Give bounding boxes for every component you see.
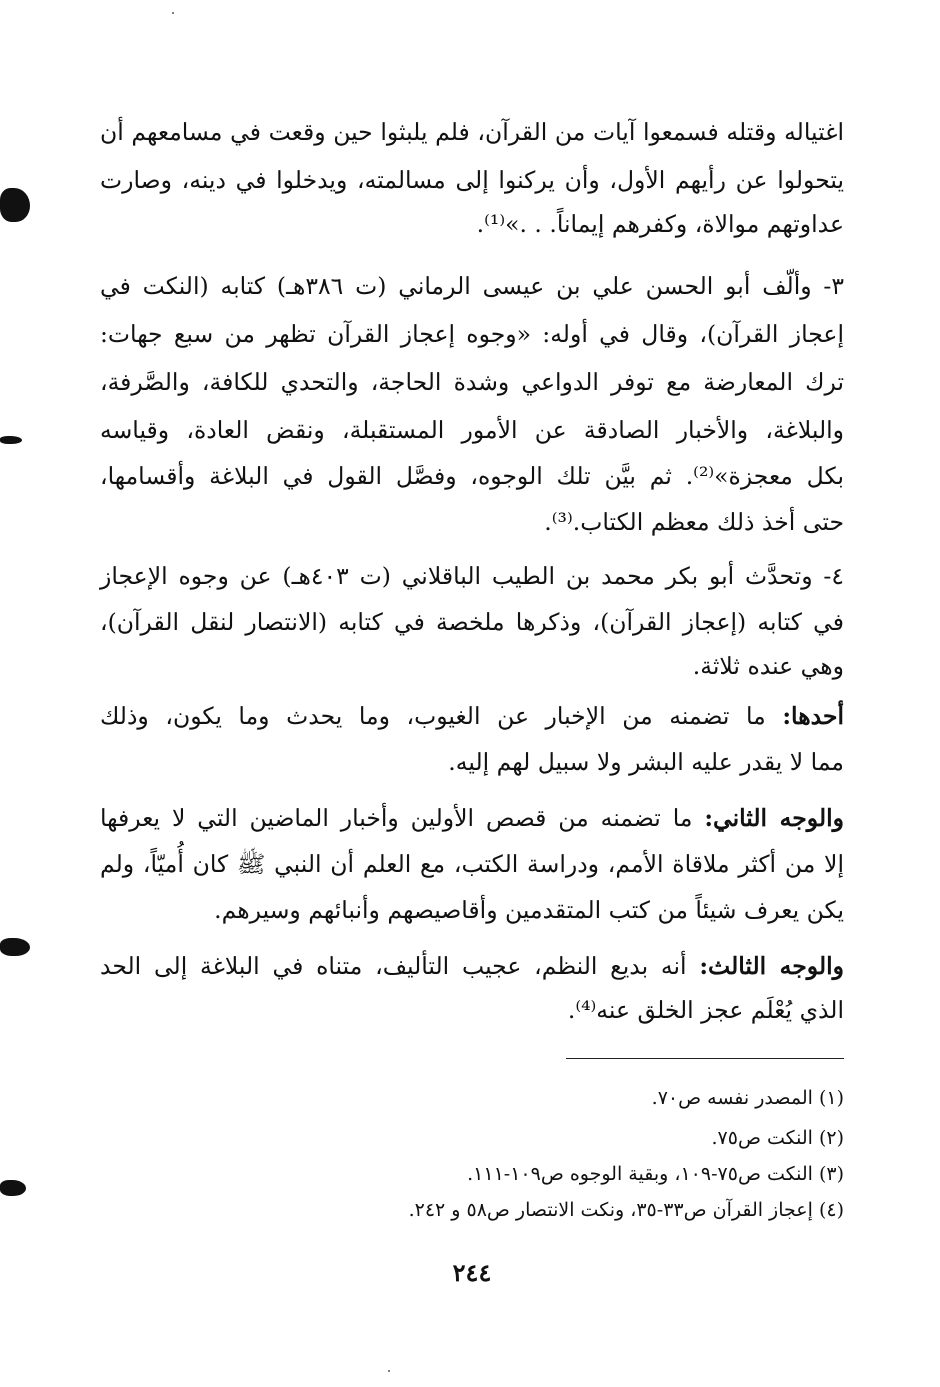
page-number: ٢٤٤ [452,1258,492,1287]
text-line: مما لا يقدر عليه البشر ولا سبيل لهم إليه. [448,748,844,776]
text-line: اغتياله وقتله فسمعوا آيات من القرآن، فلم يلبثوا حين وقعت في مسامعهم أن [100,118,844,146]
text-line: إعجاز القرآن)، وقال في أوله: «وجوه إعجاز القرآن تظهر من سبع جهات: [100,320,844,348]
text-line: الذي يُعْلَم عجز الخلق عنه⁽⁴⁾. [567,996,844,1024]
text-line: ٣- وألّف أبو الحسن علي بن عيسى الرماني (ت ٣٨٦هـ) كتابه (النكت في [100,272,844,300]
text-line: والبلاغة، والأخبار الصادقة عن الأمور المستقبلة، ونقض العادة، وقياسه [100,416,844,444]
scan-mark [0,436,22,444]
footnote: (٢) النكت ص٧٥. [711,1127,844,1149]
text-line: في كتابه (إعجاز القرآن)، وذكرها ملخصة في كتابه (الانتصار لنقل القرآن)، [100,608,844,636]
text-line: والوجه الثاني: ما تضمنه من قصص الأولين وأخبار الماضين التي لا يعرفها [100,804,844,832]
page-body [100,0,844,1387]
text-line: إلا من أكثر ملاقاة الأمم، ودراسة الكتب، مع العلم أن النبي ﷺ كان أُميّاً، ولم [100,850,844,878]
text-line: حتى أخذ ذلك معظم الكتاب.⁽³⁾. [544,508,844,536]
text-line: بكل معجزة»⁽²⁾. ثم بيَّن تلك الوجوه، وفصَّل القول في البلاغة وأقسامها، [100,462,844,490]
label-third: والوجه الثالث: [699,952,844,980]
scan-dot [388,1370,390,1372]
text-line: وهي عنده ثلاثة. [692,652,844,680]
text-line: عداوتهم موالاة، وكفرهم إيماناً. . .»⁽¹⁾. [476,210,844,238]
footnote-divider [566,1058,844,1059]
scan-mark [0,938,30,956]
text-line: ٤- وتحدَّث أبو بكر محمد بن الطيب الباقلاني (ت ٤٠٣هـ) عن وجوه الإعجاز [100,562,844,590]
label-first: أحدها: [782,702,844,730]
scan-mark [0,188,30,222]
label-second: والوجه الثاني: [704,804,844,832]
footnote: (٣) النكت ص٧٥-١٠٩، وبقية الوجوه ص١٠٩-١١١. [467,1163,844,1185]
footnote: (١) المصدر نفسه ص٧٠. [651,1087,844,1109]
scan-dot [172,12,174,14]
text-line: أحدها: ما تضمنه من الإخبار عن الغيوب، وما يحدث وما يكون، وذلك [100,702,844,730]
text-line: ترك المعارضة مع توفر الدواعي وشدة الحاجة، والتحدي للكافة، والصَّرفة، [100,368,844,396]
scan-mark [0,1180,26,1196]
footnote: (٤) إعجاز القرآن ص٣٣-٣٥، ونكت الانتصار ص٥٨ و ٢٤٢. [408,1199,844,1221]
text-line: يكن يعرف شيئاً من كتب المتقدمين وأقاصيصهم وأنبائهم وسيرهم. [214,896,844,924]
text-line: والوجه الثالث: أنه بديع النظم، عجيب التأليف، متناه في البلاغة إلى الحد [100,952,844,980]
text-line: يتحولوا عن رأيهم الأول، وأن يركنوا إلى مسالمته، ويدخلوا في دينه، وصارت [100,166,844,194]
